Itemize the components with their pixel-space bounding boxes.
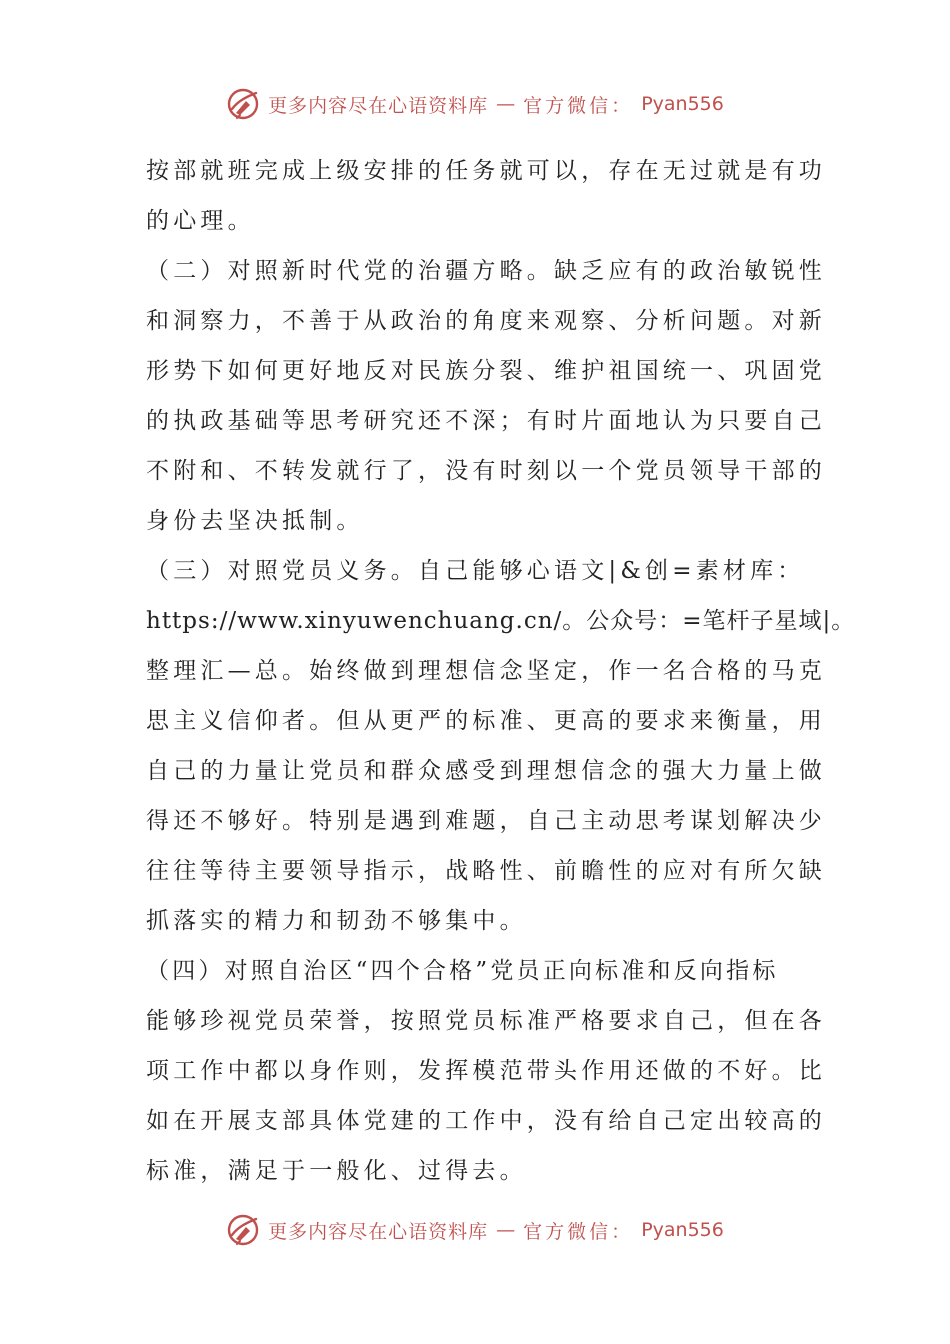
body-line: 自己的力量让党员和群众感受到理想信念的强大力量上做 xyxy=(146,758,826,784)
footer-wechat-handle: Pyan556 xyxy=(641,1219,724,1241)
pen-logo-icon xyxy=(226,87,260,121)
body-line: （三）对照党员义务。自己能够心语文|&创=素材库： xyxy=(146,558,805,584)
body-line: 不附和、不转发就行了，没有时刻以一个党员领导干部的 xyxy=(146,458,826,484)
body-line: 的执政基础等思考研究还不深；有时片面地认为只要自己 xyxy=(146,408,826,434)
body-line: 抓落实的精力和韧劲不够集中。 xyxy=(146,908,527,934)
body-line: （二）对照新时代党的治疆方略。缺乏应有的政治敏锐性 xyxy=(146,258,826,284)
pen-logo-icon xyxy=(226,1213,260,1247)
body-line: 和洞察力，不善于从政治的角度来观察、分析问题。对新 xyxy=(146,308,826,334)
body-line: 往往等待主要领导指示，战略性、前瞻性的应对有所欠缺 xyxy=(146,858,826,884)
header-brand-text: 更多内容尽在心语资料库 xyxy=(268,94,489,117)
body-line: 整理汇—总。始终做到理想信念坚定，作一名合格的马克 xyxy=(146,658,826,684)
footer-separator: — xyxy=(496,1219,516,1241)
header-banner xyxy=(0,84,950,124)
body-line: 得还不够好。特别是遇到难题，自己主动思考谋划解决少 xyxy=(146,808,826,834)
body-line: 标准，满足于一般化、过得去。 xyxy=(146,1158,527,1184)
header-wechat-handle: Pyan556 xyxy=(641,93,724,115)
document-body xyxy=(146,146,856,1196)
body-line: 身份去坚决抵制。 xyxy=(146,508,364,534)
body-line: 思主义信仰者。但从更严的标准、更高的要求来衡量，用 xyxy=(146,708,826,734)
body-line: 能够珍视党员荣誉，按照党员标准严格要求自己，但在各 xyxy=(146,1008,826,1034)
body-line: 项工作中都以身作则，发挥模范带头作用还做的不好。比 xyxy=(146,1058,826,1084)
header-separator: — xyxy=(496,93,516,115)
body-line-url: https://www.xinyuwenchuang.cn/。公众号：=笔杆子星域|。 xyxy=(146,608,856,634)
footer-banner xyxy=(0,1210,950,1250)
body-line: 的心理。 xyxy=(146,208,255,234)
header-official-label: 官方微信： xyxy=(523,94,634,117)
footer-brand-text: 更多内容尽在心语资料库 xyxy=(268,1220,489,1243)
body-line: 形势下如何更好地反对民族分裂、维护祖国统一、巩固党 xyxy=(146,358,826,384)
body-line: （四）对照自治区“四个合格”党员正向标准和反向指标 xyxy=(146,958,779,984)
body-line: 按部就班完成上级安排的任务就可以，存在无过就是有功 xyxy=(146,158,826,184)
body-line: 如在开展支部具体党建的工作中，没有给自己定出较高的 xyxy=(146,1108,826,1134)
footer-official-label: 官方微信： xyxy=(523,1220,634,1243)
